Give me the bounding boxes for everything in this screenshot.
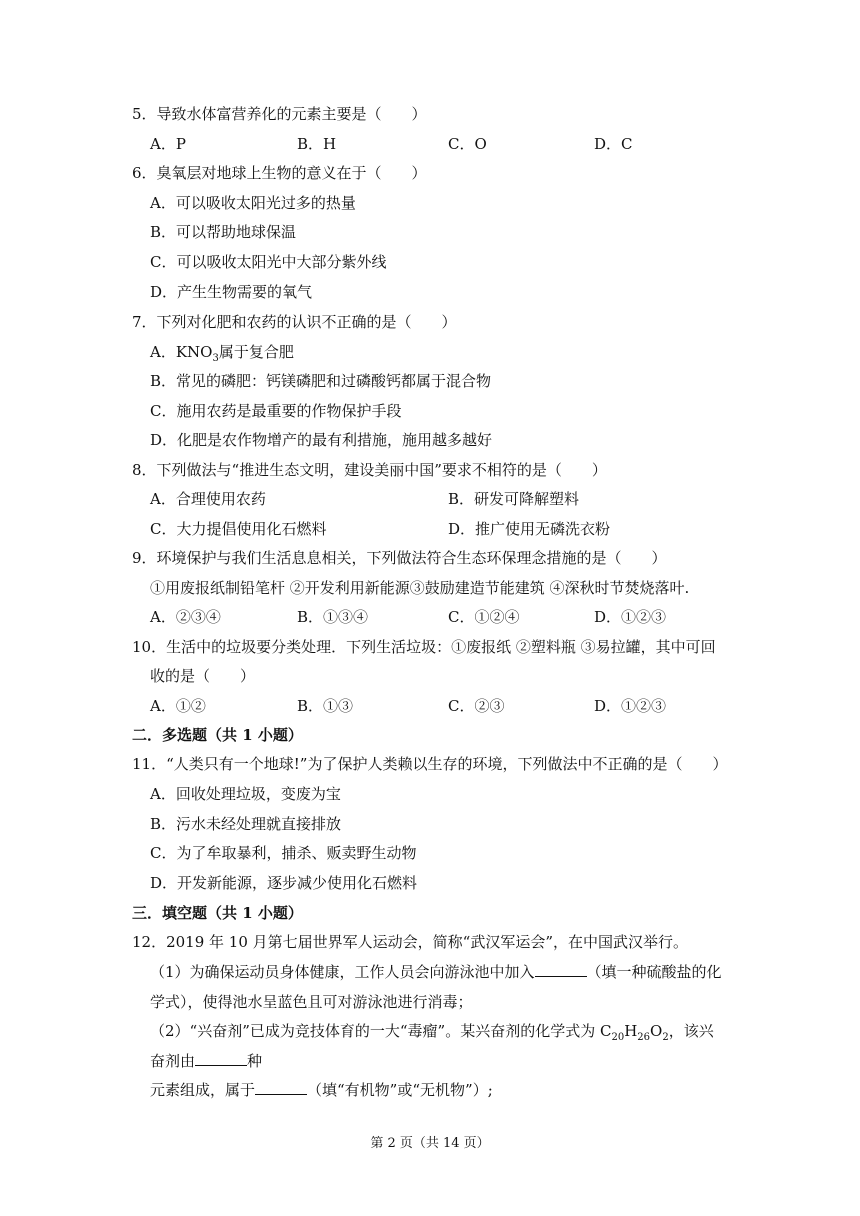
q6-option-b: B．可以帮助地球保温	[150, 223, 297, 241]
q9-option-d: D．①②③	[594, 608, 667, 626]
q9-option-c: C．①②④	[448, 608, 520, 626]
answer-blank-3[interactable]	[255, 1080, 307, 1095]
q8-stem: 8．下列做法与“推进生态文明，建设美丽中国”要求不相符的是（ ）	[132, 461, 607, 479]
q10-stem-cont: 收的是（ ）	[150, 667, 256, 685]
q7-stem: 7．下列对化肥和农药的认识不正确的是（ ）	[132, 313, 457, 331]
q7-option-b: B．常见的磷肥：钙镁磷肥和过磷酸钙都属于混合物	[150, 372, 492, 390]
q6-stem: 6．臭氧层对地球上生物的意义在于（ ）	[132, 164, 427, 182]
q7-option-c: C．施用农药是最重要的作物保护手段	[150, 402, 402, 420]
q9-stem: 9．环境保护与我们生活息息相关，下列做法符合生态环保理念措施的是（ ）	[132, 549, 667, 567]
q6-option-a: A．可以吸收太阳光过多的热量	[150, 194, 356, 212]
q5-option-d: D．C	[594, 135, 633, 153]
q11-option-d: D．开发新能源，逐步减少使用化石燃料	[150, 874, 418, 892]
q10-option-d: D．①②③	[594, 697, 667, 715]
q12-part2-cont: 奋剂由 种	[150, 1052, 263, 1070]
q6-option-c: C．可以吸收太阳光中大部分紫外线	[150, 253, 387, 271]
q6-option-d: D．产生生物需要的氧气	[150, 283, 313, 301]
q5-stem: 5．导致水体富营养化的元素主要是（ ）	[132, 105, 427, 123]
q10-option-a: A．①②	[150, 697, 206, 715]
answer-blank-2[interactable]	[195, 1051, 247, 1066]
q5-option-b: B．H	[297, 135, 337, 153]
q12-part3: 元素组成，属于 （填“有机物”或“无机物”）;	[150, 1081, 493, 1099]
q11-option-c: C．为了牟取暴利，捕杀、贩卖野生动物	[150, 844, 417, 862]
q8-option-b: B．研发可降解塑料	[448, 490, 580, 508]
q9-option-a: A．②③④	[150, 608, 221, 626]
q10-option-b: B．①③	[297, 697, 354, 715]
answer-blank-1[interactable]	[535, 962, 587, 977]
q5-option-a: A．P	[150, 135, 186, 153]
q8-option-d: D．推广使用无磷洗衣粉	[448, 520, 611, 538]
page-footer: 第 2 页（共 14 页）	[370, 1136, 490, 1151]
q5-option-c: C．O	[448, 135, 487, 153]
section-heading-multi-choice: 二．多选题（共 1 小题）	[132, 726, 303, 744]
q9-statements: ①用废报纸制铅笔杆 ②开发利用新能源③鼓励建造节能建筑 ④深秋时节焚烧落叶.	[150, 579, 690, 597]
q12-part1-cont: 学式），使得池水呈蓝色且可对游泳池进行消毒；	[150, 993, 473, 1011]
q11-option-b: B．污水未经处理就直接排放	[150, 815, 342, 833]
q11-stem: 11．“人类只有一个地球!”为了保护人类赖以生存的环境，下列做法中不正确的是（ ）	[132, 755, 728, 773]
q12-part2: （2）“兴奋剂”已成为竞技体育的一大“毒瘤”。某兴奋剂的化学式为 $C_{20}H_{26}O_2$，该兴	[150, 1022, 714, 1043]
q7-option-a: A．$KNO_3$属于复合肥	[150, 343, 294, 364]
q7-option-d: D．化肥是农作物增产的最有利措施，施用越多越好	[150, 431, 493, 449]
q9-option-b: B．①③④	[297, 608, 369, 626]
q12-part1: （1）为确保运动员身体健康，工作人员会向游泳池中加入 （填一种硫酸盐的化	[150, 963, 722, 981]
q8-option-a: A．合理使用农药	[150, 490, 266, 508]
q10-option-c: C．②③	[448, 697, 505, 715]
q8-option-c: C．大力提倡使用化石燃料	[150, 520, 327, 538]
q10-stem: 10．生活中的垃圾要分类处理．下列生活垃圾：①废报纸 ②塑料瓶 ③易拉罐，其中可回	[132, 638, 716, 656]
q12-stem: 12．2019 年 10 月第七届世界军人运动会，简称“武汉军运会”，在中国武汉举行。	[132, 933, 688, 951]
q11-option-a: A．回收处理垃圾，变废为宝	[150, 785, 341, 803]
section-heading-fill-blank: 三．填空题（共 1 小题）	[132, 904, 303, 922]
